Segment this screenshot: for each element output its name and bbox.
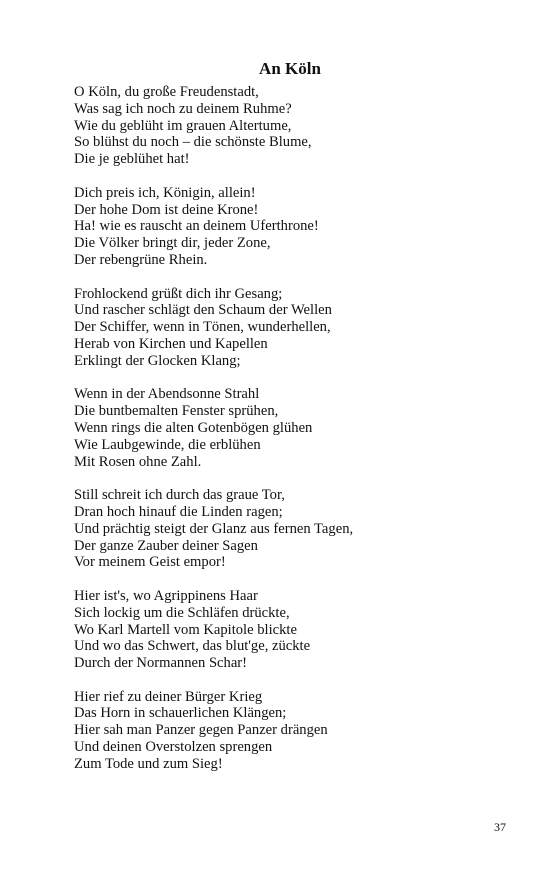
stanza xyxy=(74,588,514,672)
verse-line: Die je geblühet hat! xyxy=(74,151,190,168)
verse-line: Sich lockig um die Schläfen drückte, xyxy=(74,604,290,621)
verse-line: Und prächtig steigt der Glanz aus fernen Tagen, xyxy=(74,520,354,537)
verse-line: O Köln, du große Freudenstadt, xyxy=(74,84,259,100)
verse-line: Wie Laubgewinde, die erblühen xyxy=(74,436,261,453)
verse-line: Der rebengrüne Rhein. xyxy=(74,251,208,268)
verse-line: So blühst du noch – die schönste Blume, xyxy=(74,134,312,151)
verse-line: Hier sah man Panzer gegen Panzer drängen xyxy=(74,722,328,739)
stanza xyxy=(74,84,514,168)
verse-line: Dran hoch hinauf die Linden ragen; xyxy=(74,503,283,520)
verse-line: Das Horn in schauerlichen Klängen; xyxy=(74,705,287,722)
verse-line: Der Schiffer, wenn in Tönen, wunderhellen, xyxy=(74,319,331,336)
verse-line: Durch der Normannen Schar! xyxy=(74,655,248,672)
verse-line: Erklingt der Glocken Klang; xyxy=(74,352,241,369)
verse-line: Wenn rings die alten Gotenbögen glühen xyxy=(74,419,313,436)
verse-line: Die Völker bringt dir, jeder Zone, xyxy=(74,235,271,252)
verse-line: Und rascher schlägt den Schaum der Wellen xyxy=(74,302,332,319)
verse-line: Dich preis ich, Königin, allein! xyxy=(74,184,256,201)
page-number: 37 xyxy=(494,820,506,834)
verse-line: Die buntbemalten Fenster sprühen, xyxy=(74,403,279,420)
verse-line: Der ganze Zauber deiner Sagen xyxy=(74,537,258,554)
verse-line: Und deinen Overstolzen sprengen xyxy=(74,739,273,756)
verse-line: Ha! wie es rauscht an deinem Uferthrone! xyxy=(74,218,319,235)
verse-line: Zum Tode und zum Sieg! xyxy=(74,755,223,772)
stanza xyxy=(74,185,514,269)
verse-line: Und wo das Schwert, das blut'ge, zückte xyxy=(74,638,311,655)
verse-line: Still schreit ich durch das graue Tor, xyxy=(74,487,285,504)
stanza xyxy=(74,386,514,470)
verse-line: Was sag ich noch zu deinem Ruhme? xyxy=(74,100,292,117)
stanza xyxy=(74,689,514,773)
verse-line: Hier rief zu deiner Bürger Krieg xyxy=(74,688,263,705)
verse-line: Wenn in der Abendsonne Strahl xyxy=(74,386,260,403)
poem-body xyxy=(74,84,514,789)
verse-line: Der hohe Dom ist deine Krone! xyxy=(74,201,259,218)
verse-line: Vor meinem Geist empor! xyxy=(74,554,226,571)
stanza xyxy=(74,286,514,370)
verse-line: Wie du geblüht im grauen Altertume, xyxy=(74,117,292,134)
verse-line: Wo Karl Martell vom Kapitole blickte xyxy=(74,621,297,638)
verse-line: Frohlockend grüßt dich ihr Gesang; xyxy=(74,285,283,302)
stanza xyxy=(74,487,514,571)
verse-line: Mit Rosen ohne Zahl. xyxy=(74,453,202,470)
poem-title: An Köln xyxy=(259,59,321,78)
verse-line: Herab von Kirchen und Kapellen xyxy=(74,335,268,352)
verse-line: Hier ist's, wo Agrippinens Haar xyxy=(74,587,258,604)
